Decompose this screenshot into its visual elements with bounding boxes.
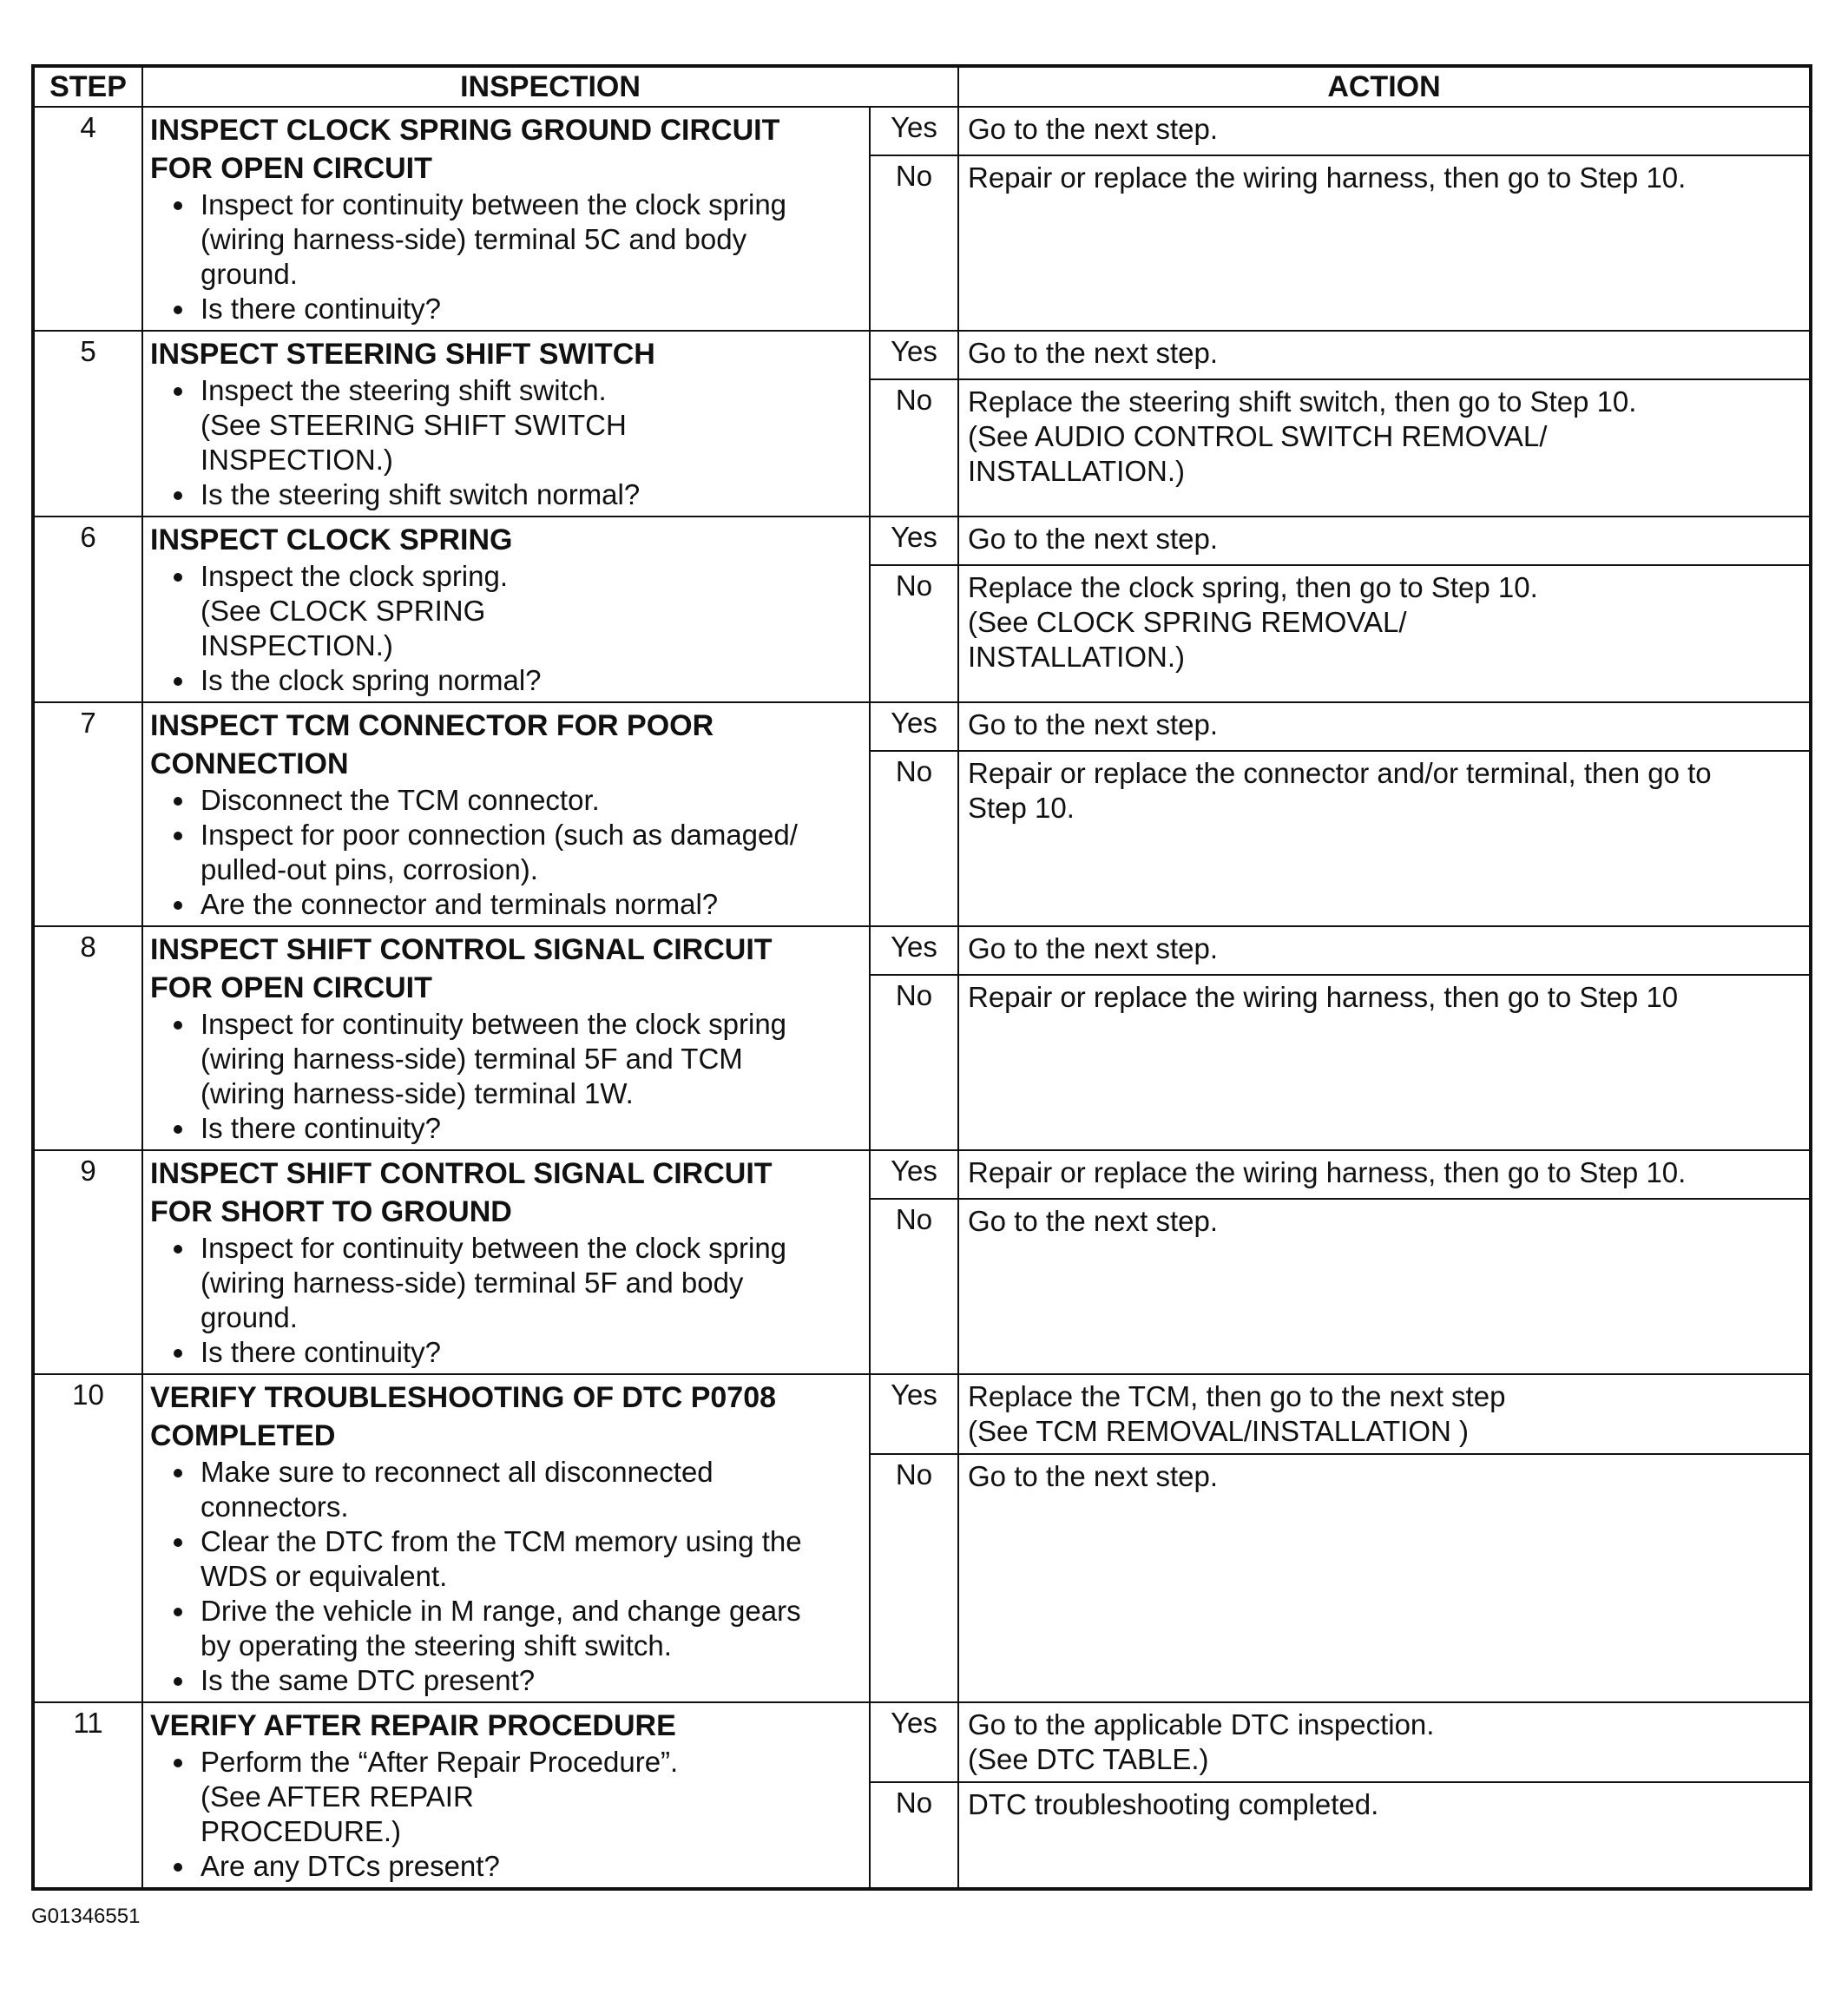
inspection-bullet-line: (wiring harness-side) terminal 1W.: [201, 1077, 634, 1109]
inspection-title: [150, 1379, 864, 1455]
inspection-cell: [142, 331, 870, 517]
yes-action-line: Go to the next step.: [968, 708, 1219, 740]
inspection-bullet-line: Drive the vehicle in M range, and change gears: [201, 1595, 801, 1627]
inspection-bullet-line: INSPECTION.): [201, 629, 393, 661]
no-label: No: [870, 1454, 958, 1702]
inspection-cell: [142, 1702, 870, 1889]
no-action: [958, 565, 1811, 702]
yes-action-line: (See TCM REMOVAL/INSTALLATION ): [968, 1415, 1470, 1447]
yes-action: [958, 926, 1811, 975]
inspection-title: [150, 1707, 864, 1745]
inspection-bullet: [197, 1231, 864, 1335]
inspection-title-line: CONNECTION: [150, 747, 349, 780]
inspection-bullet-line: Inspect the steering shift switch.: [201, 374, 607, 406]
yes-action-line: Replace the TCM, then go to the next step: [968, 1380, 1506, 1412]
table-row: [33, 1374, 1811, 1454]
no-action-line: Replace the steering shift switch, then go to Step 10.: [968, 385, 1637, 418]
inspection-title-line: INSPECT STEERING SHIFT SWITCH: [150, 338, 655, 371]
table-row: [33, 926, 1811, 975]
yes-action: [958, 517, 1811, 565]
inspection-bullet: [197, 818, 864, 887]
yes-label: Yes: [870, 107, 958, 155]
inspection-bullet: [197, 1524, 864, 1594]
table-body: [33, 107, 1811, 1889]
inspection-title-line: INSPECT CLOCK SPRING GROUND CIRCUIT: [150, 114, 780, 147]
no-label: No: [870, 155, 958, 331]
inspection-bullet-line: Clear the DTC from the TCM memory using the: [201, 1525, 802, 1557]
inspection-bullet-line: (See STEERING SHIFT SWITCH: [201, 409, 627, 441]
inspection-bullet: [197, 1335, 864, 1370]
no-label: No: [870, 565, 958, 702]
inspection-bullet-line: Inspect for poor connection (such as damaged/: [201, 819, 798, 851]
no-action-line: Go to the next step.: [968, 1205, 1219, 1237]
inspection-title-line: COMPLETED: [150, 1419, 336, 1452]
inspection-cell: [142, 1150, 870, 1374]
no-action-line: (See CLOCK SPRING REMOVAL/: [968, 606, 1407, 638]
yes-label: Yes: [870, 1702, 958, 1782]
inspection-title-line: FOR OPEN CIRCUIT: [150, 152, 432, 185]
inspection-cell: [142, 517, 870, 702]
no-label: No: [870, 1199, 958, 1374]
table-row: [33, 702, 1811, 751]
inspection-bullets: [150, 373, 864, 512]
table-row: [33, 1150, 1811, 1199]
no-action-line: Repair or replace the wiring harness, then go to Step 10: [968, 981, 1679, 1013]
inspection-bullet: [197, 1007, 864, 1111]
yes-label: Yes: [870, 331, 958, 379]
inspection-bullet-line: Inspect for continuity between the clock spring: [201, 1232, 787, 1264]
inspection-bullet: [197, 373, 864, 477]
yes-action: [958, 1150, 1811, 1199]
inspection-bullet-line: ground.: [201, 1301, 298, 1333]
inspection-bullet-line: (wiring harness-side) terminal 5F and TCM: [201, 1043, 743, 1075]
inspection-bullet: [197, 477, 864, 512]
inspection-bullet-line: pulled-out pins, corrosion).: [201, 853, 538, 885]
inspection-bullet: [197, 1111, 864, 1146]
inspection-bullet-line: Make sure to reconnect all disconnected: [201, 1456, 714, 1488]
inspection-title-line: INSPECT SHIFT CONTROL SIGNAL CIRCUIT: [150, 1157, 773, 1190]
inspection-bullet-line: Perform the “After Repair Procedure”.: [201, 1746, 679, 1778]
inspection-bullet: [197, 663, 864, 698]
no-action: [958, 975, 1811, 1150]
no-action-line: Step 10.: [968, 792, 1075, 824]
table-row: [33, 517, 1811, 565]
inspection-bullet-line: Inspect the clock spring.: [201, 560, 509, 592]
yes-action: [958, 107, 1811, 155]
step-number: 6: [33, 517, 142, 702]
inspection-bullet-line: PROCEDURE.): [201, 1815, 402, 1847]
inspection-bullet: [197, 559, 864, 663]
no-label: No: [870, 379, 958, 517]
inspection-bullet-line: Inspect for continuity between the clock spring: [201, 1008, 787, 1040]
table-row: [33, 1702, 1811, 1782]
inspection-bullet-line: Is the clock spring normal?: [201, 664, 542, 696]
inspection-bullet: [197, 292, 864, 326]
inspection-title-line: VERIFY AFTER REPAIR PROCEDURE: [150, 1709, 676, 1742]
inspection-title-line: VERIFY TROUBLESHOOTING OF DTC P0708: [150, 1381, 777, 1414]
inspection-bullets: [150, 1455, 864, 1698]
inspection-bullets: [150, 783, 864, 922]
no-action-line: Repair or replace the wiring harness, then go to Step 10.: [968, 161, 1687, 194]
inspection-title: [150, 335, 864, 373]
yes-action: [958, 1702, 1811, 1782]
inspection-title-line: INSPECT TCM CONNECTOR FOR POOR: [150, 709, 714, 742]
no-action-line: INSTALLATION.): [968, 455, 1185, 487]
dtc-inspection-table: [31, 64, 1812, 1891]
inspection-bullet-line: INSPECTION.): [201, 444, 393, 476]
inspection-bullet: [197, 887, 864, 922]
table-header-row: [33, 66, 1811, 107]
header-action: ACTION: [958, 66, 1811, 107]
figure-id: G01346551: [31, 1905, 141, 1928]
no-action: [958, 751, 1811, 926]
inspection-title: [150, 1155, 864, 1231]
yes-action-line: Go to the next step.: [968, 523, 1219, 555]
yes-label: Yes: [870, 702, 958, 751]
no-action: [958, 379, 1811, 517]
yes-label: Yes: [870, 1374, 958, 1454]
inspection-bullet-line: by operating the steering shift switch.: [201, 1629, 672, 1662]
inspection-title-line: FOR OPEN CIRCUIT: [150, 971, 432, 1004]
inspection-bullet-line: (wiring harness-side) terminal 5C and body: [201, 223, 747, 255]
inspection-bullet-line: Is the steering shift switch normal?: [201, 478, 641, 510]
inspection-bullet-line: Disconnect the TCM connector.: [201, 784, 600, 816]
inspection-bullet-line: Are the connector and terminals normal?: [201, 888, 719, 920]
inspection-bullet-line: (See CLOCK SPRING: [201, 595, 486, 627]
header-inspection: INSPECTION: [142, 66, 958, 107]
inspection-bullet-line: Is there continuity?: [201, 1112, 441, 1144]
no-action-line: Go to the next step.: [968, 1460, 1219, 1492]
inspection-title-line: INSPECT CLOCK SPRING: [150, 523, 513, 556]
inspection-bullet: [197, 188, 864, 292]
yes-action-line: Go to the next step.: [968, 113, 1219, 145]
inspection-bullets: [150, 188, 864, 326]
no-action-line: INSTALLATION.): [968, 641, 1185, 673]
step-number: 10: [33, 1374, 142, 1702]
no-label: No: [870, 975, 958, 1150]
inspection-title: [150, 111, 864, 188]
inspection-bullet: [197, 1745, 864, 1849]
yes-action-line: (See DTC TABLE.): [968, 1743, 1209, 1775]
inspection-bullet-line: Is there continuity?: [201, 1336, 441, 1368]
no-action: [958, 1199, 1811, 1374]
yes-action-line: Go to the next step.: [968, 337, 1219, 369]
inspection-title: [150, 931, 864, 1007]
inspection-bullet-line: Is the same DTC present?: [201, 1664, 536, 1696]
yes-label: Yes: [870, 517, 958, 565]
no-action-line: DTC troubleshooting completed.: [968, 1788, 1379, 1820]
step-number: 5: [33, 331, 142, 517]
inspection-title: [150, 707, 864, 783]
step-number: 11: [33, 1702, 142, 1889]
inspection-bullets: [150, 1745, 864, 1884]
no-action-line: Replace the clock spring, then go to Step 10.: [968, 571, 1538, 603]
inspection-bullets: [150, 1007, 864, 1146]
inspection-bullet-line: Is there continuity?: [201, 293, 441, 325]
inspection-bullet-line: (wiring harness-side) terminal 5F and body: [201, 1267, 744, 1299]
inspection-bullet-line: ground.: [201, 258, 298, 290]
inspection-bullet: [197, 1663, 864, 1698]
step-number: 7: [33, 702, 142, 926]
yes-action-line: Go to the applicable DTC inspection.: [968, 1708, 1435, 1740]
inspection-bullet: [197, 1849, 864, 1884]
yes-action-line: Go to the next step.: [968, 932, 1219, 964]
yes-action-line: Repair or replace the wiring harness, then go to Step 10.: [968, 1156, 1687, 1188]
table-row: [33, 331, 1811, 379]
inspection-bullet-line: Are any DTCs present?: [201, 1850, 500, 1882]
inspection-cell: [142, 107, 870, 331]
inspection-bullets: [150, 1231, 864, 1370]
inspection-cell: [142, 702, 870, 926]
no-action: [958, 1454, 1811, 1702]
inspection-bullets: [150, 559, 864, 698]
inspection-bullet: [197, 1455, 864, 1524]
yes-action: [958, 702, 1811, 751]
inspection-bullet-line: connectors.: [201, 1490, 349, 1523]
table-row: [33, 107, 1811, 155]
no-action: [958, 155, 1811, 331]
no-action-line: Repair or replace the connector and/or terminal, then go to: [968, 757, 1712, 789]
yes-action: [958, 331, 1811, 379]
step-number: 4: [33, 107, 142, 331]
inspection-cell: [142, 926, 870, 1150]
no-label: No: [870, 751, 958, 926]
inspection-title: [150, 521, 864, 559]
inspection-title-line: INSPECT SHIFT CONTROL SIGNAL CIRCUIT: [150, 933, 773, 966]
inspection-bullet-line: WDS or equivalent.: [201, 1560, 448, 1592]
yes-action: [958, 1374, 1811, 1454]
header-step: STEP: [33, 66, 142, 107]
inspection-cell: [142, 1374, 870, 1702]
inspection-bullet: [197, 1594, 864, 1663]
dtc-inspection-table-container: [31, 64, 1809, 1891]
no-label: No: [870, 1782, 958, 1889]
step-number: 8: [33, 926, 142, 1150]
inspection-bullet-line: Inspect for continuity between the clock spring: [201, 188, 787, 220]
step-number: 9: [33, 1150, 142, 1374]
no-action: [958, 1782, 1811, 1889]
inspection-title-line: FOR SHORT TO GROUND: [150, 1195, 512, 1228]
no-action-line: (See AUDIO CONTROL SWITCH REMOVAL/: [968, 420, 1548, 452]
yes-label: Yes: [870, 926, 958, 975]
yes-label: Yes: [870, 1150, 958, 1199]
inspection-bullet: [197, 783, 864, 818]
inspection-bullet-line: (See AFTER REPAIR: [201, 1780, 474, 1813]
